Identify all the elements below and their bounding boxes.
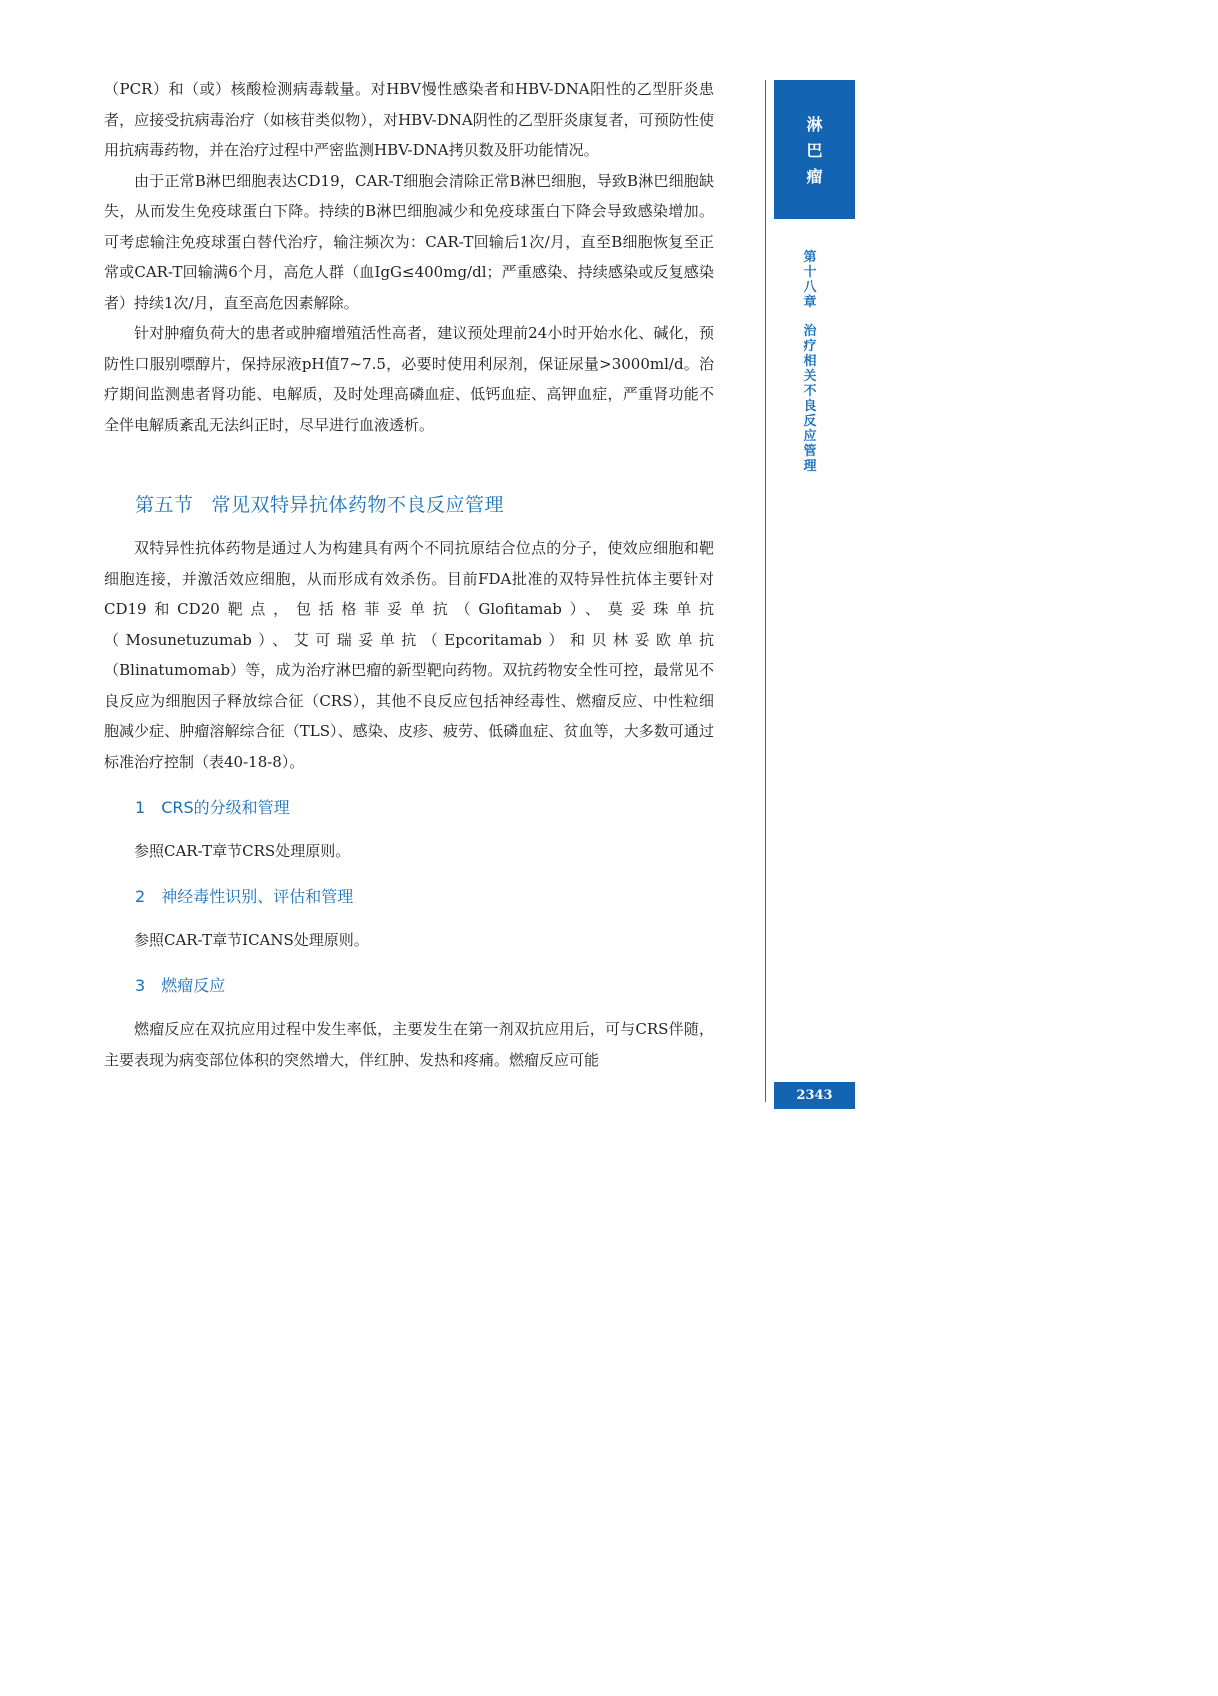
chapter-title-char: 相 bbox=[803, 354, 817, 369]
chapter-char: 八 bbox=[803, 280, 817, 295]
subsection-text-3: 燃瘤反应在双抗应用过程中发生率低，主要发生在第一剂双抗应用后，可与CRS伴随，主要表现为病变部位体积的突然增大，伴红肿、发热和疼痛。燃瘤反应可能 bbox=[104, 1020, 714, 1069]
section-number: 第五节 bbox=[135, 494, 194, 516]
chapter-gap bbox=[800, 310, 820, 324]
chapter-label-vertical bbox=[800, 250, 820, 474]
subsection-title: 神经毒性识别、评估和管理 bbox=[161, 887, 354, 906]
subsection-text-2: 参照CAR-T章节ICANS处理原则。 bbox=[134, 931, 369, 949]
chapter-title-char: 理 bbox=[803, 459, 817, 474]
section-intro: 双特异性抗体药物是通过人为构建具有两个不同抗原结合位点的分子，使效应细胞和靶细胞连接，并激活效应细胞，从而形成有效杀伤。目前FDA批准的双特异性抗体主要针对CD19和CD20靶点，包括格菲妥单抗（Glofitamab）、莫妥珠单抗（Mosunetuzumab）、艾可瑞妥单抗（Epcoritamab）和贝林妥欧单抗（Blinatumomab）等，成为治疗淋巴瘤的新型靶向药物。双抗药物安全性可控，最常见不良反应为细胞因子释放综合征（CRS），其他不良反应包括神经毒性、燃瘤反应、中性粒细胞减少症、肿瘤溶解综合征（TLS）、感染、皮疹、疲劳、低磷血症、贫血等，大多数可通过标准治疗控制（表40-18-8）。 bbox=[104, 539, 714, 771]
chapter-title-char: 不 bbox=[803, 384, 817, 399]
tab-char: 瘤 bbox=[806, 167, 823, 186]
subsection-title: 燃瘤反应 bbox=[161, 976, 226, 995]
section-heading bbox=[135, 490, 714, 517]
paragraph-3: 针对肿瘤负荷大的患者或肿瘤增殖活性高者，建议预处理前24小时开始水化、碱化，预防性口服别嘌醇片，保持尿液pH值7~7.5，必要时使用利尿剂，保证尿量>3000ml/d。治疗期间监测患者肾功能、电解质，及时处理高磷血症、低钙血症、高钾血症，严重肾功能不全伴电解质紊乱无法纠正时，尽早进行血液透析。 bbox=[104, 324, 714, 434]
subsection-number: 3 bbox=[135, 976, 146, 995]
chapter-title-char: 管 bbox=[803, 444, 817, 459]
chapter-title-char: 反 bbox=[803, 414, 817, 429]
chapter-title-char: 良 bbox=[803, 399, 817, 414]
paragraph-2: 由于正常B淋巴细胞表达CD19，CAR-T细胞会清除正常B淋巴细胞，导致B淋巴细胞缺失，从而发生免疫球蛋白下降。持续的B淋巴细胞减少和免疫球蛋白下降会导致感染增加。可考虑输注免疫球蛋白替代治疗，输注频次为：CAR-T回输后1次/月，直至B细胞恢复至正常或CAR-T回输满6个月，高危人群（血IgG≤400mg/dl；严重感染、持续感染或反复感染者）持续1次/月，直至高危因素解除。 bbox=[104, 171, 714, 312]
subsection-text-1: 参照CAR-T章节CRS处理原则。 bbox=[134, 842, 351, 860]
tab-char: 巴 bbox=[806, 141, 823, 160]
main-content bbox=[104, 74, 714, 1075]
chapter-tab bbox=[774, 80, 855, 219]
chapter-title-char: 治 bbox=[803, 324, 817, 339]
margin-divider bbox=[765, 80, 766, 1102]
subsection-title: CRS的分级和管理 bbox=[161, 798, 290, 817]
chapter-title-char: 关 bbox=[803, 369, 817, 384]
tab-char: 淋 bbox=[806, 115, 823, 134]
chapter-title-char: 应 bbox=[803, 429, 817, 444]
subsection-heading-3 bbox=[135, 973, 714, 996]
page-number: 2343 bbox=[774, 1082, 855, 1109]
section-title: 常见双特异抗体药物不良反应管理 bbox=[211, 494, 505, 516]
chapter-char: 十 bbox=[803, 265, 817, 280]
paragraph-1: （PCR）和（或）核酸检测病毒载量。对HBV慢性感染者和HBV-DNA阳性的乙型肝炎患者，应接受抗病毒治疗（如核苷类似物），对HBV-DNA阴性的乙型肝炎康复者，可预防性使用抗病毒药物，并在治疗过程中严密监测HBV-DNA拷贝数及肝功能情况。 bbox=[104, 80, 714, 159]
chapter-title-char: 疗 bbox=[803, 339, 817, 354]
subsection-number: 2 bbox=[135, 887, 146, 906]
subsection-heading-1 bbox=[135, 795, 714, 818]
chapter-char: 章 bbox=[803, 295, 817, 310]
subsection-heading-2 bbox=[135, 884, 714, 907]
chapter-char: 第 bbox=[803, 250, 817, 265]
subsection-number: 1 bbox=[135, 798, 146, 817]
